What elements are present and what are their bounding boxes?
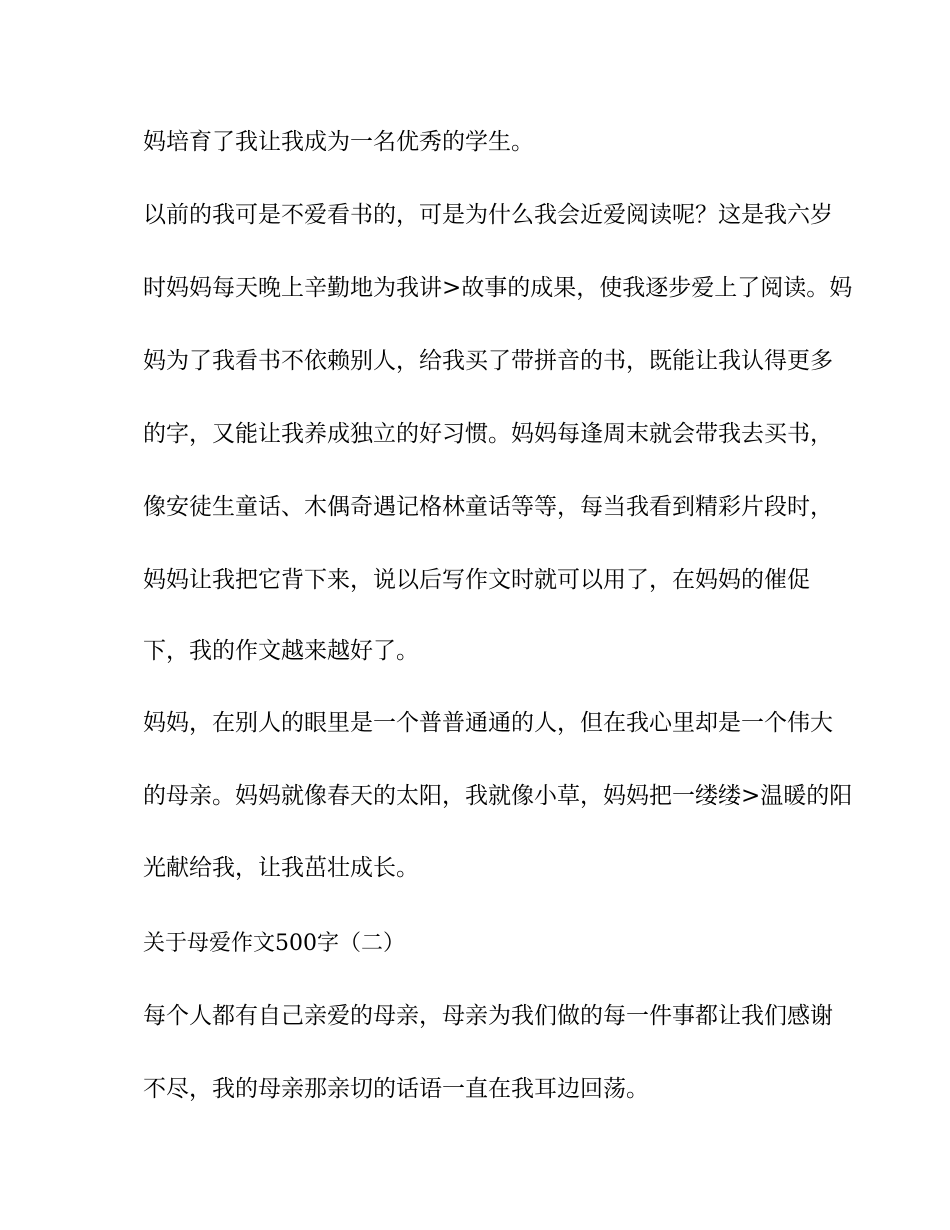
text-line-9: 妈妈，在别人的眼里是一个普普通通的人，但在我心里却是一个伟大 xyxy=(143,710,833,736)
text-line-3: 时妈妈每天晚上辛勤地为我讲>故事的成果，使我逐步爱上了阅读。妈 xyxy=(143,275,853,301)
text-line-5: 的字，又能让我养成独立的好习惯。妈妈每逢周末就会带我去买书， xyxy=(143,421,833,447)
section-heading: 关于母爱作文500字（二） xyxy=(143,931,405,956)
text-line-11: 光献给我，让我茁壮成长。 xyxy=(143,855,419,881)
text-line-10: 的母亲。妈妈就像春天的太阳，我就像小草，妈妈把一缕缕>温暖的阳 xyxy=(143,783,853,809)
text-line-14: 不尽，我的母亲那亲切的话语一直在我耳边回荡。 xyxy=(143,1076,649,1102)
text-line-7: 妈妈让我把它背下来，说以后写作文时就可以用了，在妈妈的催促 xyxy=(143,567,810,593)
text-line-1: 妈培育了我让我成为一名优秀的学生。 xyxy=(143,129,534,155)
text-line-8: 下，我的作文越来越好了。 xyxy=(143,638,419,664)
text-line-4: 妈为了我看书不依赖别人，给我买了带拼音的书，既能让我认得更多 xyxy=(143,348,833,374)
text-line-6: 像安徒生童话、木偶奇遇记格林童话等等，每当我看到精彩片段时， xyxy=(143,494,833,520)
text-line-2: 以前的我可是不爱看书的，可是为什么我会近爱阅读呢？这是我六岁 xyxy=(143,202,833,228)
text-line-13: 每个人都有自己亲爱的母亲，母亲为我们做的每一件事都让我们感谢 xyxy=(143,1003,833,1029)
